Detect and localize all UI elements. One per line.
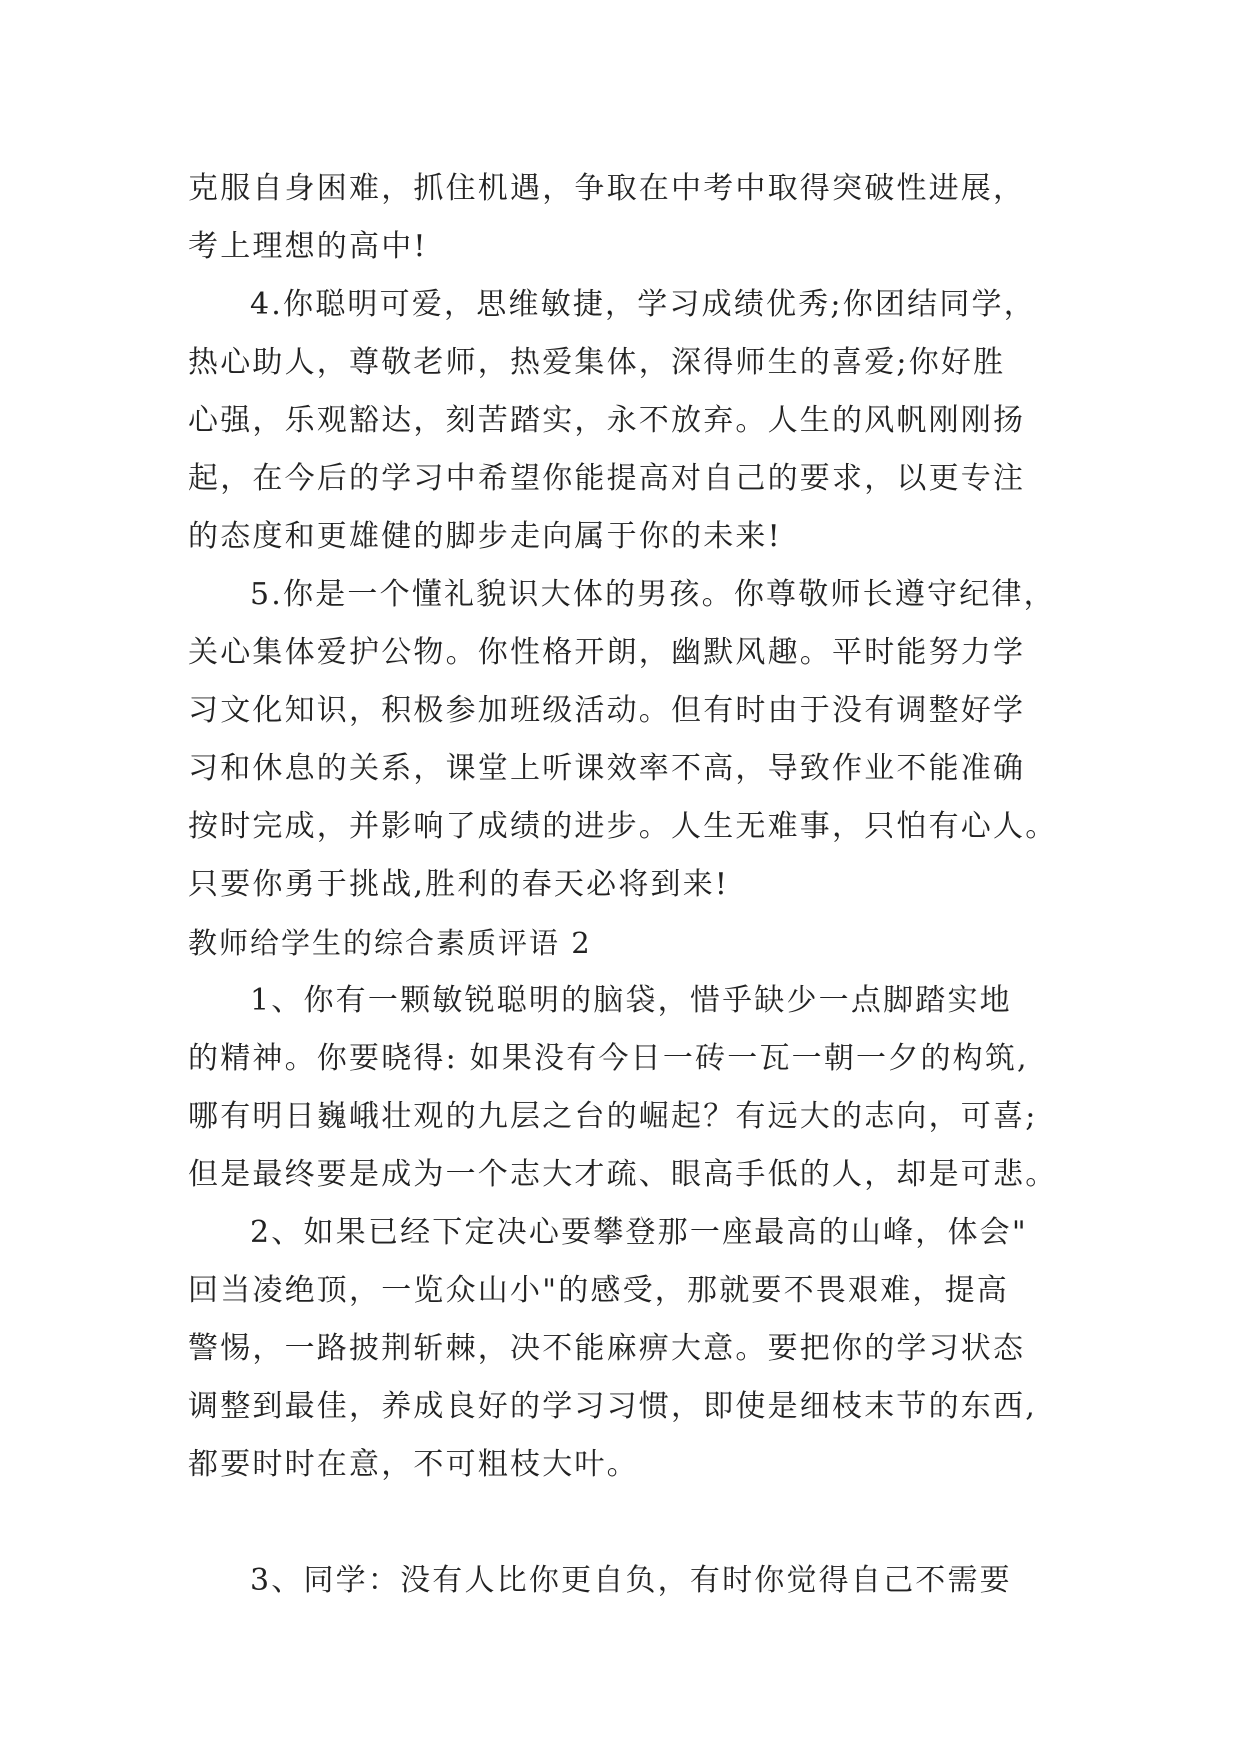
text-line: 起，在今后的学习中希望你能提高对自己的要求，以更专注	[188, 461, 1026, 496]
text-line: 关心集体爱护公物。你性格开朗，幽默风趣。平时能努力学	[188, 635, 1026, 670]
text-line: 回当凌绝顶，一览众山小"的感受，那就要不畏艰难，提高	[188, 1273, 1009, 1308]
text-line: 2、如果已经下定决心要攀登那一座最高的山峰，体会"	[250, 1215, 1028, 1250]
text-line: 心强，乐观豁达，刻苦踏实，永不放弃。人生的风帆刚刚扬	[188, 403, 1026, 438]
text-line: 习和休息的关系，课堂上听课效率不高，导致作业不能准确	[188, 751, 1026, 786]
blank-line	[188, 1494, 1068, 1552]
text-line: 3、同学：没有人比你更自负，有时你觉得自己不需要	[250, 1563, 1012, 1598]
document-body	[188, 160, 1068, 1610]
text-line: 的精神。你要晓得: 如果没有今日一砖一瓦一朝一夕的构筑,	[188, 1041, 1029, 1076]
text-line: 哪有明日巍峨壮观的九层之台的崛起？有远大的志向，可喜;	[188, 1099, 1038, 1134]
text-line: 考上理想的高中!	[188, 229, 428, 264]
text-line: 只要你勇于挑战,胜利的春天必将到来!	[188, 867, 730, 902]
text-line: 都要时时在意，不可粗枝大叶。	[188, 1447, 639, 1482]
text-line: 5.你是一个懂礼貌识大体的男孩。你尊敬师长遵守纪律，	[250, 577, 1056, 612]
text-line: 1、你有一颗敏锐聪明的脑袋，惜乎缺少一点脚踏实地	[250, 983, 1012, 1018]
text-line: 调整到最佳，养成良好的学习习惯，即使是细枝末节的东西,	[188, 1389, 1037, 1424]
text-line: 习文化知识，积极参加班级活动。但有时由于没有调整好学	[188, 693, 1026, 728]
section-heading: 教师给学生的综合素质评语 2	[188, 926, 592, 960]
text-line: 按时完成，并影响了成绩的进步。人生无难事，只怕有心人。	[188, 809, 1058, 844]
text-line: 4.你聪明可爱，思维敏捷，学习成绩优秀;你团结同学，	[250, 287, 1036, 322]
text-line: 热心助人，尊敬老师，热爱集体，深得师生的喜爱;你好胜	[188, 345, 1006, 380]
text-line: 但是最终要是成为一个志大才疏、眼高手低的人，却是可悲。	[188, 1157, 1058, 1192]
text-line: 克服自身困难，抓住机遇，争取在中考中取得突破性进展，	[188, 171, 1026, 206]
text-line: 的态度和更雄健的脚步走向属于你的未来!	[188, 519, 782, 554]
text-line: 警惕，一路披荆斩棘，决不能麻痹大意。要把你的学习状态	[188, 1331, 1026, 1366]
